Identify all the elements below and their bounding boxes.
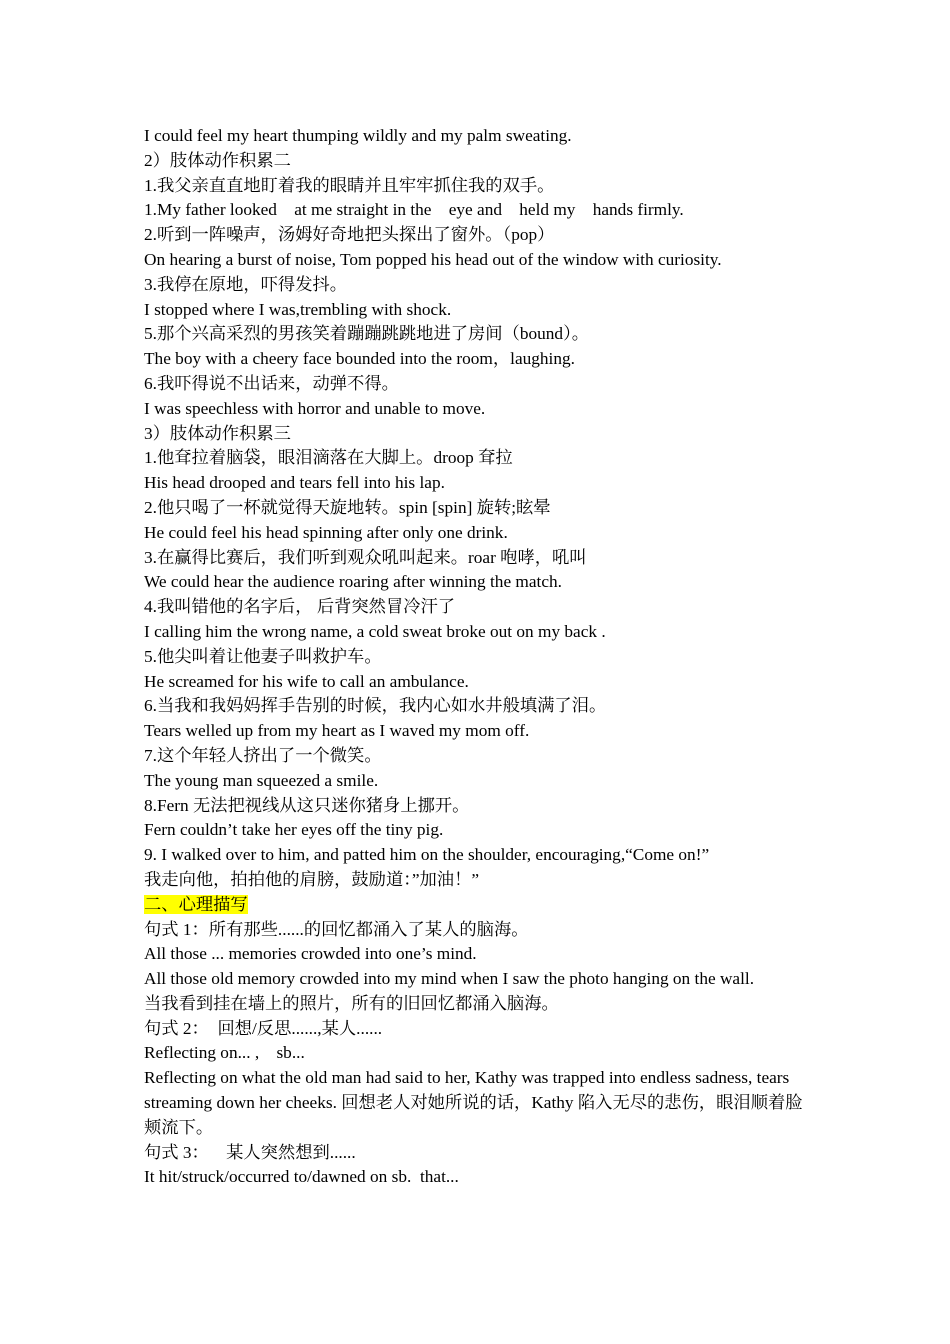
- text-line: The boy with a cheery face bounded into the room，laughing.: [144, 349, 575, 369]
- text-line: 1.我父亲直直地盯着我的眼睛并且牢牢抓住我的双手。: [144, 175, 555, 195]
- text-line: The young man squeezed a smile.: [144, 770, 379, 790]
- pattern-heading: 句式 2： 回想/反思......,某人......: [144, 1018, 383, 1038]
- text-line: He could feel his head spinning after only one drink.: [144, 522, 508, 542]
- text-line: It hit/struck/occurred to/dawned on sb. that...: [144, 1167, 459, 1187]
- subsection-heading: 3）肢体动作积累三: [144, 423, 291, 443]
- text-line: On hearing a burst of noise, Tom popped his head out of the window with curiosity.: [144, 249, 722, 269]
- text-line: 5.他尖叫着让他妻子叫救护车。: [144, 646, 382, 666]
- text-line: I stopped where I was,trembling with shock.: [144, 299, 452, 319]
- text-line: 8.Fern 无法把视线从这只迷你猪身上挪开。: [144, 795, 470, 815]
- text-line: 我走向他，拍拍他的肩膀，鼓励道：”加油！”: [144, 869, 480, 889]
- text-line: 4.我叫错他的名字后， 后背突然冒冷汗了: [144, 597, 456, 617]
- section-heading-line: [144, 893, 804, 918]
- text-line: 5.那个兴高采烈的男孩笑着蹦蹦跳跳地进了房间（bound）。: [144, 324, 589, 344]
- pattern-heading: 句式 1：所有那些......的回忆都涌入了某人的脑海。: [144, 919, 529, 939]
- text-line: Reflecting on... , sb...: [144, 1043, 305, 1063]
- section-heading: 二、心理描写: [144, 894, 248, 914]
- text-line: I was speechless with horror and unable to move.: [144, 398, 486, 418]
- text-line: 6.当我和我妈妈挥手告别的时候，我内心如水井般填满了泪。: [144, 696, 607, 716]
- text-line: We could hear the audience roaring after winning the match.: [144, 572, 562, 592]
- text-line: 2.听到一阵噪声，汤姆好奇地把头探出了窗外。（pop）: [144, 225, 555, 245]
- text-line: All those old memory crowded into my mind when I saw the photo hanging on the wall.: [144, 969, 755, 989]
- text-line: 当我看到挂在墙上的照片，所有的旧回忆都涌入脑海。: [144, 993, 559, 1013]
- pattern-heading: 句式 3： 某人突然想到......: [144, 1142, 356, 1162]
- text-line: 9. I walked over to him, and patted him on the shoulder, encouraging,“Come on!”: [144, 845, 710, 865]
- text-line: 1.他耷拉着脑袋，眼泪滴落在大脚上。droop 耷拉: [144, 448, 513, 468]
- text-line: His head drooped and tears fell into his lap.: [144, 473, 445, 493]
- text-line: I could feel my heart thumping wildly and my palm sweating.: [144, 126, 572, 145]
- text-line: 1.My father looked at me straight in the eye and held my hands firmly.: [144, 200, 684, 220]
- subsection-heading: 2）肢体动作积累二: [144, 150, 291, 170]
- text-line: Fern couldn’t take her eyes off the tiny pig.: [144, 820, 444, 840]
- text-line: I calling him the wrong name, a cold sweat broke out on my back .: [144, 621, 606, 641]
- text-line: 6.我吓得说不出话来，动弹不得。: [144, 373, 399, 393]
- text-line: 3.我停在原地，吓得发抖。: [144, 274, 348, 294]
- document-page: [144, 124, 804, 1190]
- text-line: Tears welled up from my heart as I waved my mom off.: [144, 721, 530, 741]
- text-line: 7.这个年轻人挤出了一个微笑。: [144, 745, 382, 765]
- text-line: 2.他只喝了一杯就觉得天旋地转。spin [spin] 旋转;眩晕: [144, 497, 551, 517]
- text-line: All those ... memories crowded into one’s mind.: [144, 944, 477, 964]
- text-line: Reflecting on what the old man had said to her, Kathy was trapped into endless sadness, tears streaming down her cheeks. 回想老人对她所说的话，Kathy 陷入无尽的悲伤，眼泪顺着脸颊流下。: [144, 1068, 803, 1137]
- text-line: 3.在赢得比赛后，我们听到观众吼叫起来。roar 咆哮，吼叫: [144, 547, 587, 567]
- text-line: He screamed for his wife to call an ambulance.: [144, 671, 469, 691]
